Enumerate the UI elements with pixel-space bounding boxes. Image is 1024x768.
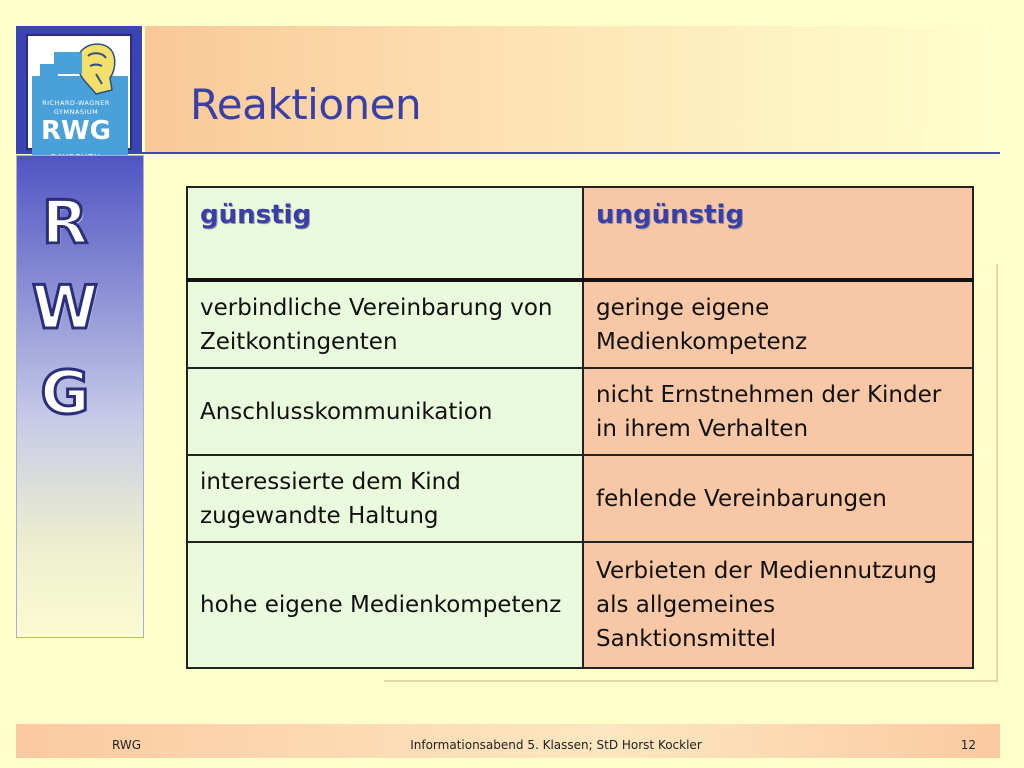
slide-number: 12	[960, 738, 976, 752]
school-logo	[16, 26, 142, 152]
cell-bad: nicht Ernstnehmen der Kinder in ihrem Verhalten	[583, 368, 973, 455]
sidebar-letter: G	[40, 358, 90, 428]
cell-bad: geringe eigene Medienkompetenz	[583, 280, 973, 368]
logo-panel	[26, 34, 132, 150]
header-bad: ungünstig	[596, 200, 745, 230]
title-divider	[16, 152, 1000, 154]
cell-bad: Verbieten der Mediennutzung als allgemeines Sanktionsmittel	[583, 542, 973, 668]
cell-bad: fehlende Vereinbarungen	[583, 455, 973, 542]
reactions-table	[186, 186, 974, 669]
table-header-row	[187, 187, 973, 280]
logo-abbreviation: RWG	[40, 116, 112, 146]
header-cell-bad	[583, 187, 973, 280]
sidebar	[16, 155, 144, 638]
slide-title: Reaktionen	[190, 80, 422, 129]
table-row	[187, 455, 973, 542]
cell-good: Anschlusskommunikation	[187, 368, 583, 455]
header-good: günstig	[200, 200, 312, 230]
sidebar-letter: R	[41, 188, 89, 258]
table-row	[187, 368, 973, 455]
logo-school-type: GYMNASIUM	[53, 108, 99, 116]
decorative-line	[384, 680, 998, 682]
table-row	[187, 280, 973, 368]
footer-left: RWG	[112, 738, 142, 752]
decorative-line	[996, 264, 998, 682]
footer	[16, 724, 1000, 758]
sidebar-letter: W	[31, 273, 99, 343]
header-cell-good	[187, 187, 583, 280]
cell-good: verbindliche Vereinbarung von Zeitkontingenten	[187, 280, 583, 368]
table-row	[187, 542, 973, 668]
logo-school-name: RICHARD-WAGNER	[42, 99, 110, 107]
cell-good: hohe eigene Medienkompetenz	[187, 542, 583, 668]
cell-good: interessierte dem Kind zugewandte Haltung	[187, 455, 583, 542]
footer-center: Informationsabend 5. Klassen; StD Horst Kockler	[410, 738, 702, 752]
